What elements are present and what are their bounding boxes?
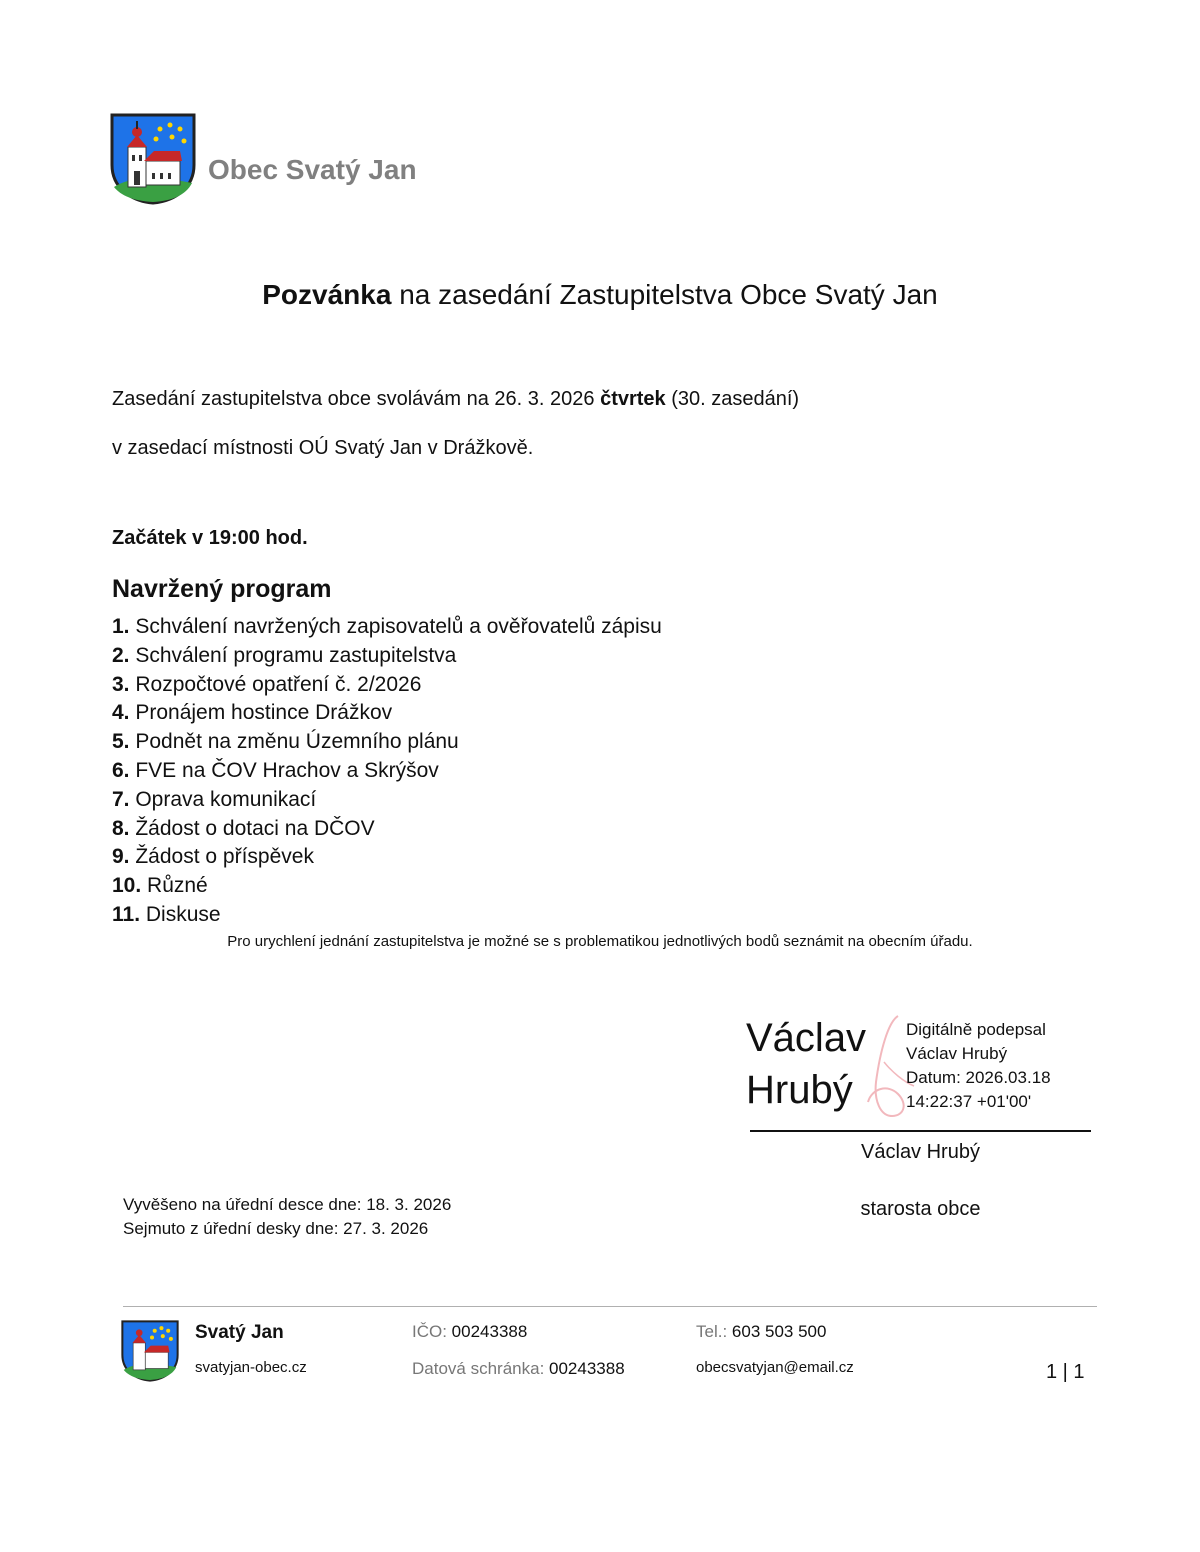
program-item [112,757,662,786]
program-item [112,843,662,872]
page-number: 1 | 1 [1046,1361,1085,1383]
program-item-text: Schválení programu zastupitelstva [129,643,457,667]
program-item [112,901,662,930]
phone-value: 603 503 500 [727,1322,827,1341]
digital-sign-line-3: Datum: 2026.03.18 [906,1068,1051,1087]
intro-weekday: čtvrtek [600,388,666,410]
ico-label: IČO: [412,1322,447,1341]
signature-first-name: Václav [746,1016,867,1060]
program-item-text: Rozpočtové opatření č. 2/2026 [129,672,422,696]
signatory-role: starosta obce [860,1198,981,1220]
program-item-number: 4. [112,701,130,725]
digital-sign-line-2: Václav Hrubý [906,1044,1008,1063]
program-item-text: Podnět na změnu Územního plánu [129,730,459,754]
municipality-name: Obec Svatý Jan [208,154,417,185]
title-rest: na zasedání Zastupitelstva Obce Svatý Jan [391,279,938,310]
program-item-number: 3. [112,672,130,696]
data-box-label: Datová schránka: [412,1359,545,1378]
program-list [112,613,662,930]
coat-of-arms-icon [110,113,196,205]
removed-date: Sejmuto z úřední desky dne: 27. 3. 2026 [123,1219,429,1238]
footer-divider [123,1306,1097,1307]
digital-sign-line-4: 14:22:37 +01'00' [906,1092,1032,1111]
program-item [112,728,662,757]
program-item-text: Schválení navržených zapisovatelů a ověřovatelů zápisu [129,615,662,638]
program-item [112,815,662,844]
ico-value: 00243388 [446,1322,528,1341]
program-item [112,671,662,700]
meeting-date-line [112,388,799,411]
program-item [112,872,662,901]
program-item-text: Diskuse [140,902,221,926]
program-item-text: Žádost o dotaci na DČOV [129,816,375,840]
program-item-number: 5. [112,730,130,754]
program-item-number: 10. [112,874,142,898]
phone-label: Tel.: [696,1322,728,1341]
program-item-text: Žádost o příspěvek [129,845,314,869]
intro-start: Zasedání zastupitelstva obce svolávám na 26. 3. 2026 [112,388,601,410]
meeting-location-line: v zasedací místnosti OÚ Svatý Jan v Drážkově. [112,437,534,459]
program-item [112,786,662,815]
program-heading: Navržený program [112,575,332,603]
program-item-text: Oprava komunikací [129,787,317,811]
digital-sign-line-1: Digitálně podepsal [906,1020,1046,1039]
program-item-number: 11. [112,902,141,926]
program-item-number: 8. [112,816,130,840]
page-title [0,279,1200,311]
start-time: Začátek v 19:00 hod. [112,527,308,549]
program-item-number: 9. [112,845,130,869]
footer-phone [696,1322,826,1342]
intro-end: (30. zasedání) [665,388,800,410]
posted-date: Vyvěšeno na úřední desce dne: 18. 3. 2026 [123,1195,452,1214]
footer-ico [412,1322,527,1342]
title-bold: Pozvánka [262,279,392,310]
footer-coat-of-arms-icon [121,1320,179,1382]
program-item [112,699,662,728]
signature-last-name: Hrubý [746,1068,853,1112]
data-box-value: 00243388 [544,1359,625,1378]
footer-municipality-name: Svatý Jan [195,1322,284,1343]
footer-email-link[interactable]: obecsvatyjan@email.cz [696,1359,854,1376]
program-item-text: FVE na ČOV Hrachov a Skrýšov [129,758,439,782]
program-item-number: 1. [112,615,130,638]
program-item [112,642,662,671]
program-item-number: 2. [112,643,130,667]
signature-line [750,1130,1091,1132]
program-item-number: 6. [112,758,130,782]
signatory-name: Václav Hrubý [861,1141,980,1163]
footer-website-link[interactable]: svatyjan-obec.cz [195,1359,307,1376]
program-item [112,613,662,642]
program-note: Pro urychlení jednání zastupitelstva je možné se s problematikou jednotlivých bodů seznámit na obecním úřadu. [227,933,973,950]
program-item-text: Různé [141,874,208,898]
footer-data-box [412,1359,625,1379]
posting-dates [123,1193,451,1241]
program-item-text: Pronájem hostince Drážkov [129,701,393,725]
program-item-number: 7. [112,787,130,811]
